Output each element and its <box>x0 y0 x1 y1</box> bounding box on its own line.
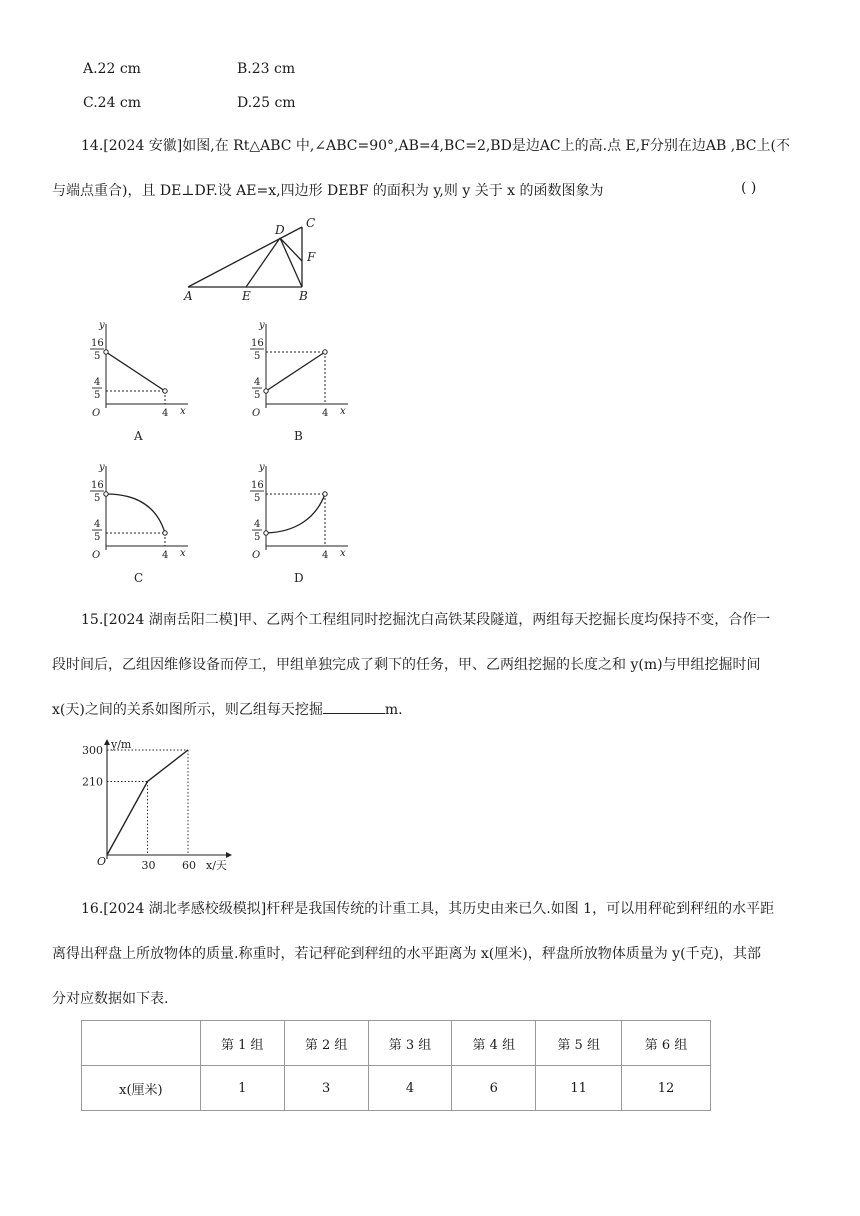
data-table <box>81 1020 711 1111</box>
origin-label: O <box>252 408 261 419</box>
table-cell: 11 <box>536 1066 622 1111</box>
y-tick-label: 300 <box>82 744 103 757</box>
y-top-numerator: 16 <box>91 338 104 349</box>
table-cell: 1 <box>200 1066 284 1111</box>
graph-line <box>266 352 325 391</box>
y-top-denominator: 5 <box>94 493 101 504</box>
label-b: B <box>299 289 308 303</box>
y-top-denominator: 5 <box>254 351 261 362</box>
x-tick-label: 4 <box>322 408 329 419</box>
y-top-denominator: 5 <box>254 493 261 504</box>
y-label: y <box>99 320 105 331</box>
table-cell: 4 <box>368 1066 452 1111</box>
y-label: y <box>259 320 265 331</box>
q16-line2: 离得出秤盘上所放物体的质量.称重时，若记秤砣到秤纽的水平距离为 x(厘米)，秤盘所放物体质量为 y(千克)，其部 <box>52 946 762 962</box>
table-cell: 3 <box>284 1066 368 1111</box>
option-graph-b <box>246 318 356 448</box>
option-caption: D <box>294 571 304 585</box>
table-header-cell: 第 2 组 <box>284 1021 368 1066</box>
option-d: D.25 cm <box>237 95 296 111</box>
q15-line3-unit: m. <box>384 702 403 718</box>
option-caption: B <box>294 429 303 443</box>
y-tick-label: 210 <box>82 775 103 789</box>
table-row <box>82 1066 711 1111</box>
y-top-numerator: 16 <box>251 338 264 349</box>
open-endpoint <box>264 531 268 535</box>
y-top-denominator: 5 <box>94 351 101 362</box>
q15-line3 <box>52 699 403 719</box>
table-cell: 12 <box>622 1066 711 1111</box>
segment-df <box>280 238 302 261</box>
y-top-numerator: 16 <box>251 480 264 491</box>
option-caption: A <box>134 429 143 443</box>
table-header-cell: 第 5 组 <box>536 1021 622 1066</box>
origin-label: O <box>92 408 101 419</box>
y-low-numerator: 4 <box>94 519 101 530</box>
table-row-label: x(厘米) <box>82 1066 201 1111</box>
q15-line-chart <box>80 735 240 875</box>
open-endpoint <box>163 389 167 393</box>
option-graph-c <box>86 460 196 590</box>
answer-paren: ( ) <box>741 180 757 196</box>
x-axis-label: x/天 <box>206 859 227 872</box>
option-a: A.22 cm <box>83 61 141 77</box>
option-b: B.23 cm <box>237 61 296 77</box>
option-c: C.24 cm <box>83 95 142 111</box>
segment-bd <box>280 238 302 287</box>
y-low-numerator: 4 <box>94 377 101 388</box>
label-c: C <box>306 216 316 230</box>
label-a: A <box>184 289 193 303</box>
y-label: y <box>99 462 105 473</box>
triangle-figure <box>180 212 330 304</box>
graph-curve <box>106 494 165 533</box>
table-header-cell <box>82 1021 201 1066</box>
x-tick-label: 4 <box>162 408 169 419</box>
x-axis-arrow <box>226 852 232 858</box>
graph-curve <box>266 494 325 533</box>
edge-ac <box>188 227 302 287</box>
option-graph-a <box>86 318 196 448</box>
table-header-cell: 第 1 组 <box>200 1021 284 1066</box>
y-low-denominator: 5 <box>254 532 261 543</box>
x-tick-label: 4 <box>322 550 329 561</box>
q15-line2: 段时间后，乙组因维修设备而停工，甲组单独完成了剩下的任务，甲、乙两组挖掘的长度之和 y(m)与甲组挖掘时间 <box>52 657 761 673</box>
origin-label: O <box>92 550 101 561</box>
y-low-denominator: 5 <box>94 532 101 543</box>
segment-de <box>246 238 280 287</box>
answer-blank[interactable] <box>323 701 385 714</box>
y-top-numerator: 16 <box>91 480 104 491</box>
graph-line <box>106 352 165 391</box>
origin-label: O <box>252 550 261 561</box>
option-caption: C <box>134 571 144 585</box>
y-low-denominator: 5 <box>94 390 101 401</box>
y-low-denominator: 5 <box>254 390 261 401</box>
label-f: F <box>307 250 316 264</box>
open-endpoint <box>323 350 327 354</box>
x-label: x <box>340 406 346 417</box>
x-label: x <box>180 548 186 559</box>
open-endpoint <box>104 350 108 354</box>
table-cell: 6 <box>452 1066 536 1111</box>
x-label: x <box>340 548 346 559</box>
y-axis-arrow <box>104 739 110 745</box>
open-endpoint <box>264 389 268 393</box>
open-endpoint <box>323 492 327 496</box>
table-header-cell: 第 6 组 <box>622 1021 711 1066</box>
y-low-numerator: 4 <box>254 519 261 530</box>
y-axis-label: y/m <box>111 738 132 751</box>
x-tick-label: 60 <box>182 859 196 872</box>
x-label: x <box>180 406 186 417</box>
q14-line1: 14.[2024 安徽]如图,在 Rt△ABC 中,∠ABC=90°,AB=4,BC=2,BD是边AC上的高.点 E,F分别在边AB ,BC上(不 <box>81 138 790 154</box>
open-endpoint <box>104 492 108 496</box>
x-tick-label: 30 <box>141 859 156 872</box>
y-label: y <box>259 462 265 473</box>
q16-line1: 16.[2024 湖北孝感校级模拟]杆秤是我国传统的计重工具，其历史由来已久.如图 1，可以用秤砣到秤纽的水平距 <box>81 901 775 917</box>
open-endpoint <box>163 531 167 535</box>
table-header-cell: 第 3 组 <box>368 1021 452 1066</box>
origin-label: O <box>97 855 107 868</box>
table-header-row <box>82 1021 711 1066</box>
q15-line1: 15.[2024 湖南岳阳二模]甲、乙两个工程组同时挖掘沈白高铁某段隧道，两组每天挖掘长度均保持不变，合作一 <box>81 612 771 628</box>
q15-line3-text: x(天)之间的关系如图所示，则乙组每天挖掘 <box>52 702 323 718</box>
option-graph-d <box>246 460 356 590</box>
label-e: E <box>242 289 251 303</box>
y-low-numerator: 4 <box>254 377 261 388</box>
q16-line3: 分对应数据如下表. <box>52 991 169 1007</box>
table-header-cell: 第 4 组 <box>452 1021 536 1066</box>
label-d: D <box>275 223 285 237</box>
x-tick-label: 4 <box>162 550 169 561</box>
q14-line2: 与端点重合)，且 DE⊥DF.设 AE=x,四边形 DEBF 的面积为 y,则 y 关于 x 的函数图象为 <box>52 183 604 199</box>
